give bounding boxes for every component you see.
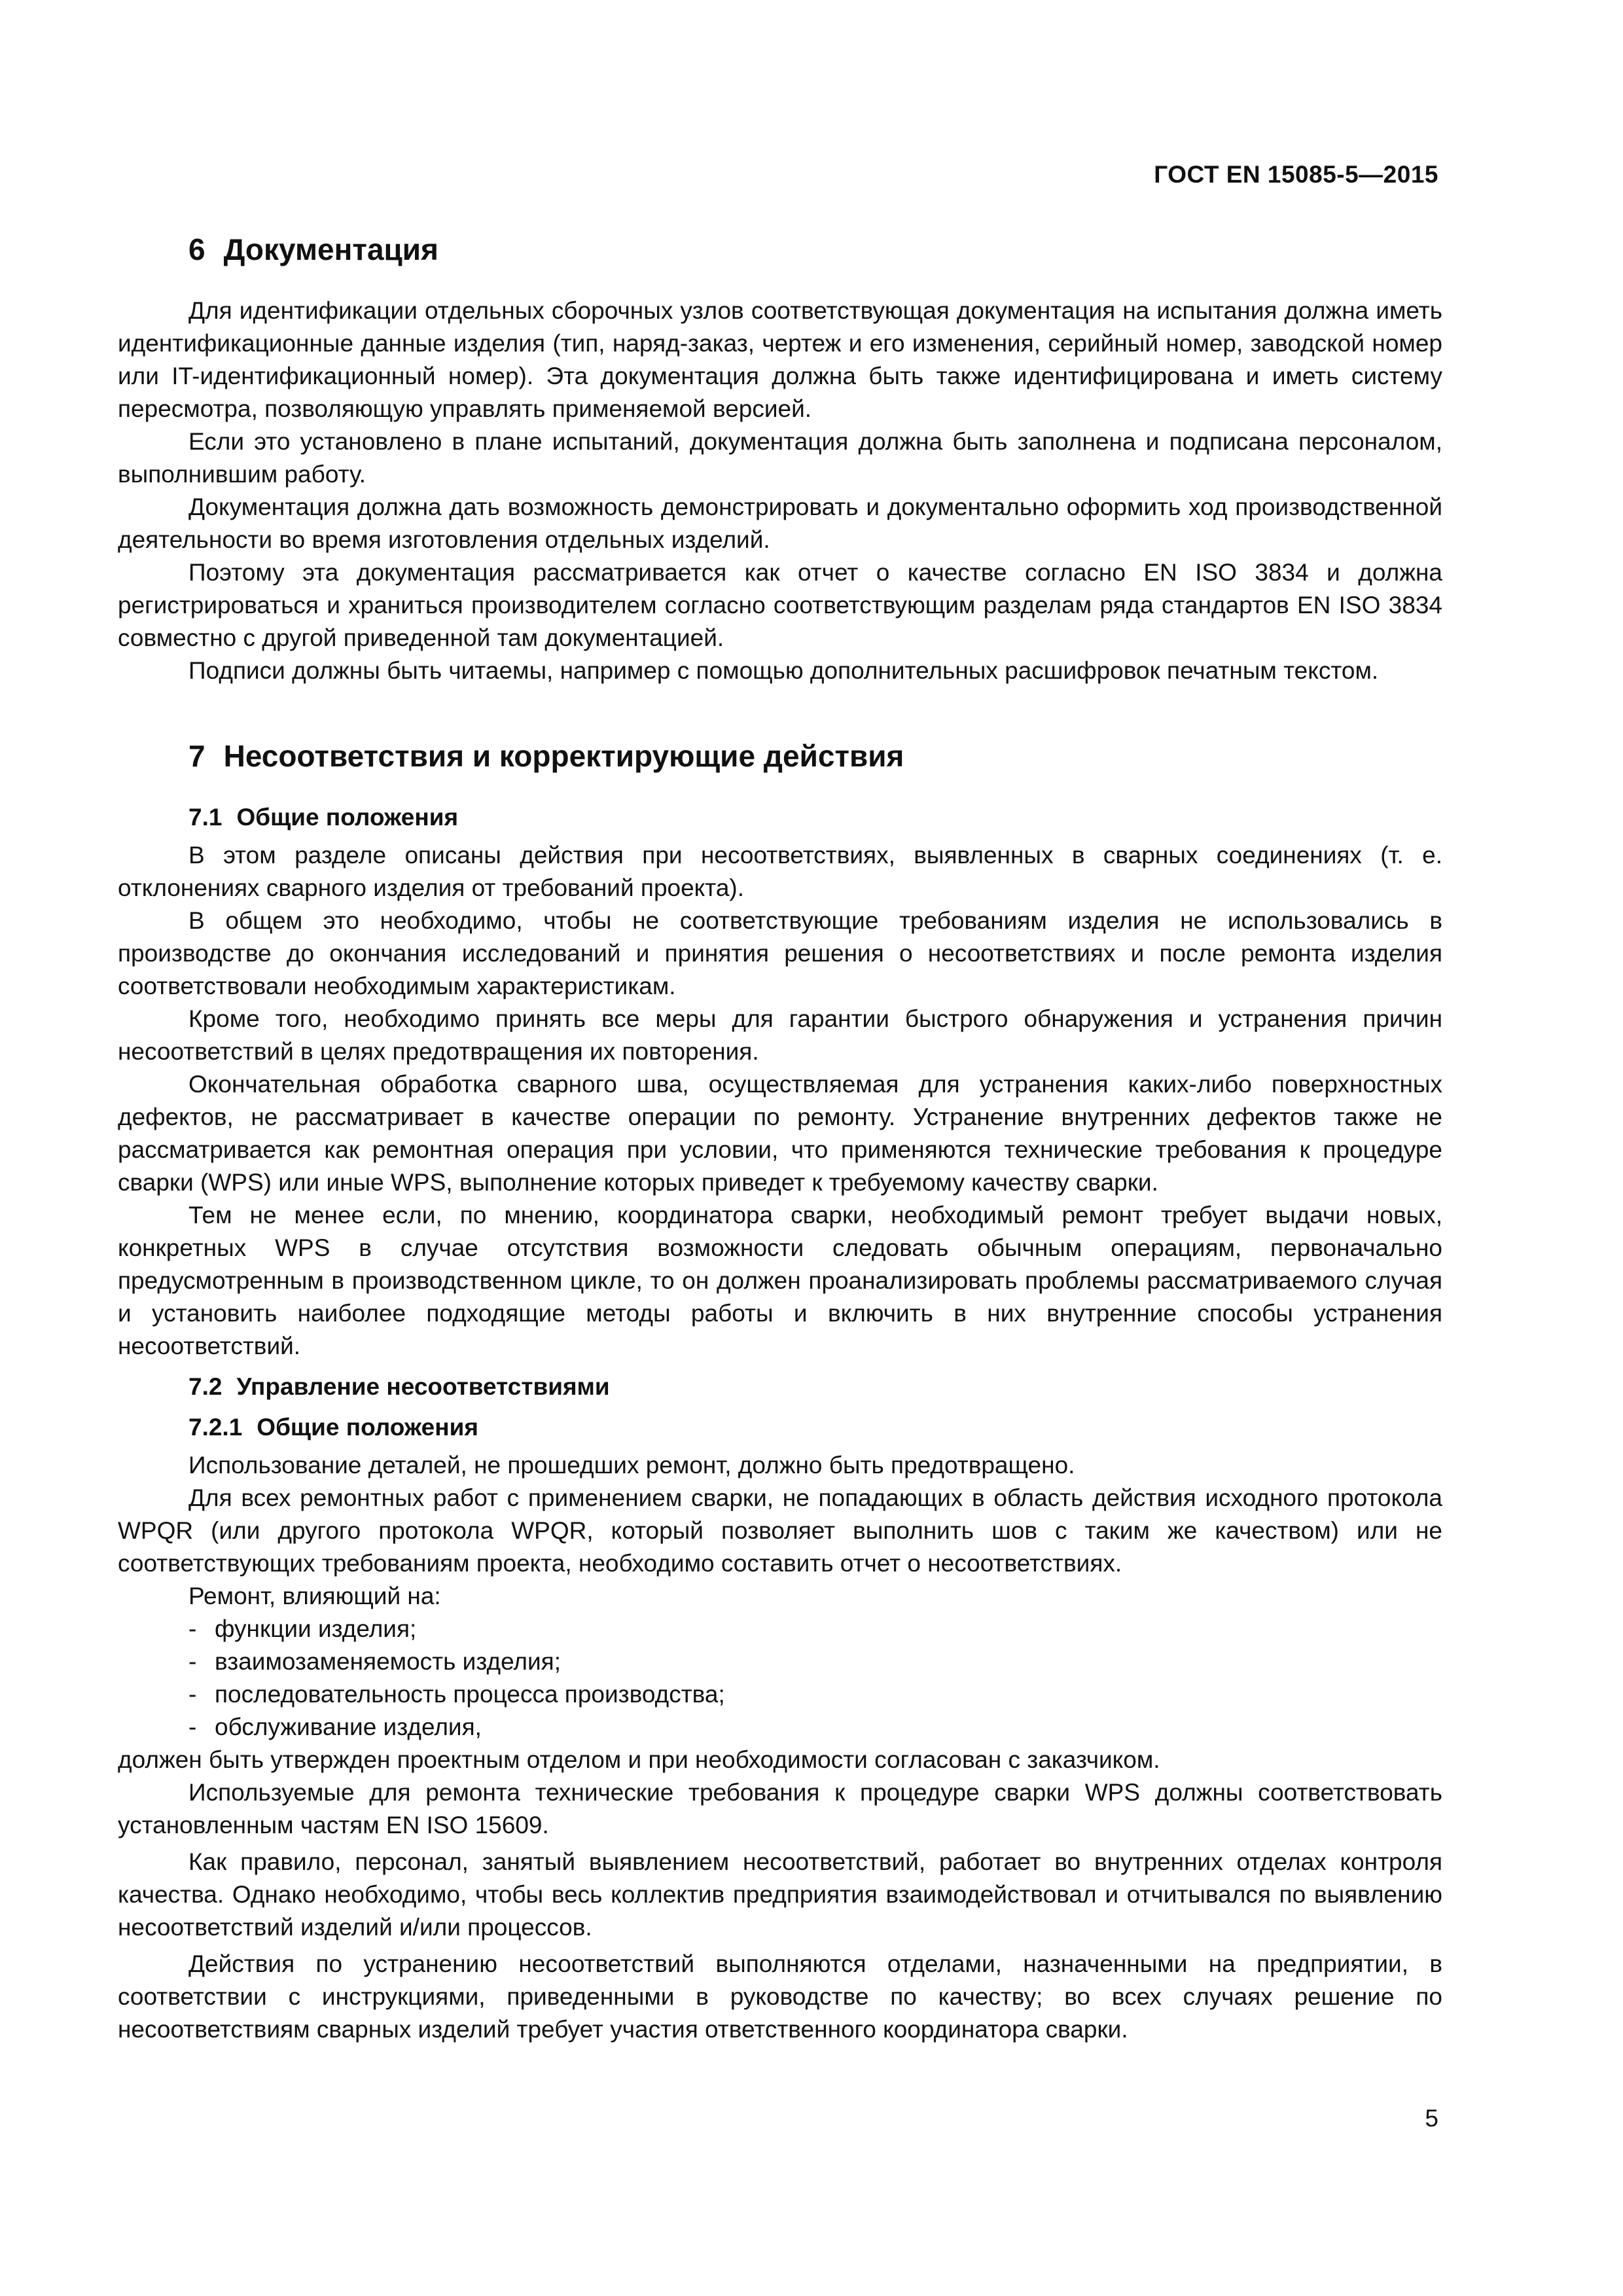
subsection-7-1-heading [118,801,1442,834]
subsection-7-2-1-number: 7.2.1 [188,1414,243,1441]
subsection-7-2-1-paragraph: Действия по устранению несоответствий выполняются отделами, назначенными на предприятии, в соответствии с инструкциями, приведенными в руководстве по качеству; во всех случаях решение по несоответствиям сварных изделий требует участия ответственного координатора сварки. [118,1950,1442,2043]
list-item-text: взаимозаменяемость изделия; [215,1648,562,1675]
standard-code: ГОСТ EN 15085-5—2015 [1154,161,1438,188]
list-item [118,1711,1442,1744]
page-content [118,230,1442,2046]
section-6-heading [118,230,1442,268]
subsection-7-1-paragraph: Окончательная обработка сварного шва, осуществляемая для устранения каких-либо поверхностных дефектов, не рассматривает в качестве операции по ремонту. Устранение внутренних дефектов также не рассматривается как ремонтная операция при условии, что применяются технические требования к процедуре сварки (WPS) или иные WPS, выполнение которых приведет к требуемому качеству сварки. [118,1071,1442,1196]
list-dash: - [188,1615,197,1642]
list-item [118,1678,1442,1711]
subsection-7-2-1-paragraph: должен быть утвержден проектным отделом и при необходимости согласован с заказчиком. [118,1746,1160,1773]
list-dash: - [188,1713,197,1740]
list-item [118,1613,1442,1645]
list-dash: - [188,1648,197,1675]
subsection-7-1-title: Общие положения [236,804,459,831]
subsection-7-2-1-title: Общие положения [257,1414,478,1441]
section-6-paragraph: Если это установлено в плане испытаний, документация должна быть заполнена и подписана персоналом, выполнившим работу. [118,428,1442,488]
subsection-7-2-1-paragraph: Используемые для ремонта технические требования к процедуре сварки WPS должны соответствовать установленным частям EN ISO 15609. [118,1779,1442,1839]
section-6-number: 6 [188,232,205,266]
subsection-7-1-paragraph: В этом разделе описаны действия при несоответствиях, выявленных в сварных соединениях (т. е. отклонениях сварного изделия от требований проекта). [118,842,1442,901]
section-6-paragraph: Документация должна дать возможность демонстрировать и документально оформить ход производственной деятельности во время изготовления отдельных изделий. [118,493,1442,553]
subsection-7-2-1-paragraph: Как правило, персонал, занятый выявлением несоответствий, работает во внутренних отделах контроля качества. Однако необходимо, чтобы весь коллектив предприятия взаимодействовал и отчитывался по выявлению несоответствий изделий и/или процессов. [118,1848,1442,1941]
subsection-7-1-paragraph: Кроме того, необходимо принять все меры для гарантии быстрого обнаружения и устранения причин несоответствий в целях предотвращения их повторения. [118,1005,1442,1065]
list-item-text: функции изделия; [215,1615,417,1642]
page-number: 5 [1425,2105,1438,2132]
subsection-7-1-paragraph: Тем не менее если, по мнению, координатора сварки, необходимый ремонт требует выдачи новых, конкретных WPS в случае отсутствия возможности следовать обычным операциям, первоначально предусмотренным в производственном цикле, то он должен проанализировать проблемы рассматриваемого случая и установить наиболее подходящие методы работы и включить в них внутренние способы устранения несоответствий. [118,1202,1442,1359]
section-6-paragraph: Поэтому эта документация рассматривается как отчет о качестве согласно EN ISO 3834 и должна регистрироваться и храниться производителем согласно соответствующим разделам ряда стандартов EN ISO 3834 совместно с другой приведенной там документацией. [118,559,1442,651]
subsection-7-2-number: 7.2 [188,1373,223,1400]
list-item-text: обслуживание изделия, [215,1713,482,1740]
section-6-paragraph: Подписи должны быть читаемы, например с помощью дополнительных расшифровок печатным текстом. [188,657,1379,684]
subsection-7-1-paragraph: В общем это необходимо, чтобы не соответствующие требованиям изделия не использовались в производстве до окончания исследований и принятия решения о несоответствиях и после ремонта изделия соответствовали необходимым характеристикам. [118,907,1442,999]
section-7-heading [118,737,1442,775]
subsection-7-2-1-heading [118,1411,1442,1444]
section-7-number: 7 [188,739,205,773]
subsection-7-1-number: 7.1 [188,804,223,831]
section-7-title: Несоответствия и корректирующие действия [223,739,904,773]
section-6-title: Документация [223,232,438,266]
list-item [118,1645,1442,1678]
section-6-paragraph: Для идентификации отдельных сборочных узлов соответствующая документация на испытания должна иметь идентификационные данные изделия (тип, наряд-заказ, чертеж и его изменения, серийный номер, заводской номер или IT-идентификационный номер). Эта документация должна быть также идентифицирована и иметь систему пересмотра, позволяющую управлять применяемой версией. [118,297,1442,422]
subsection-7-2-1-paragraph: Ремонт, влияющий на: [188,1583,441,1609]
subsection-7-2-heading [118,1371,1442,1403]
subsection-7-2-1-paragraph: Использование деталей, не прошедших ремонт, должно быть предотвращено. [188,1452,1075,1479]
subsection-7-2-title: Управление несоответствиями [236,1373,610,1400]
list-item-text: последовательность процесса производства; [215,1681,725,1708]
list-dash: - [188,1681,197,1708]
subsection-7-2-1-paragraph: Для всех ремонтных работ с применением сварки, не попадающих в область действия исходного протокола WPQR (или другого протокола WPQR, который позволяет выполнить шов с таким же качеством) или не соответствующих требованиям проекта, необходимо составить отчет о несоответствиях. [118,1484,1442,1577]
repair-impact-list [118,1613,1442,1744]
